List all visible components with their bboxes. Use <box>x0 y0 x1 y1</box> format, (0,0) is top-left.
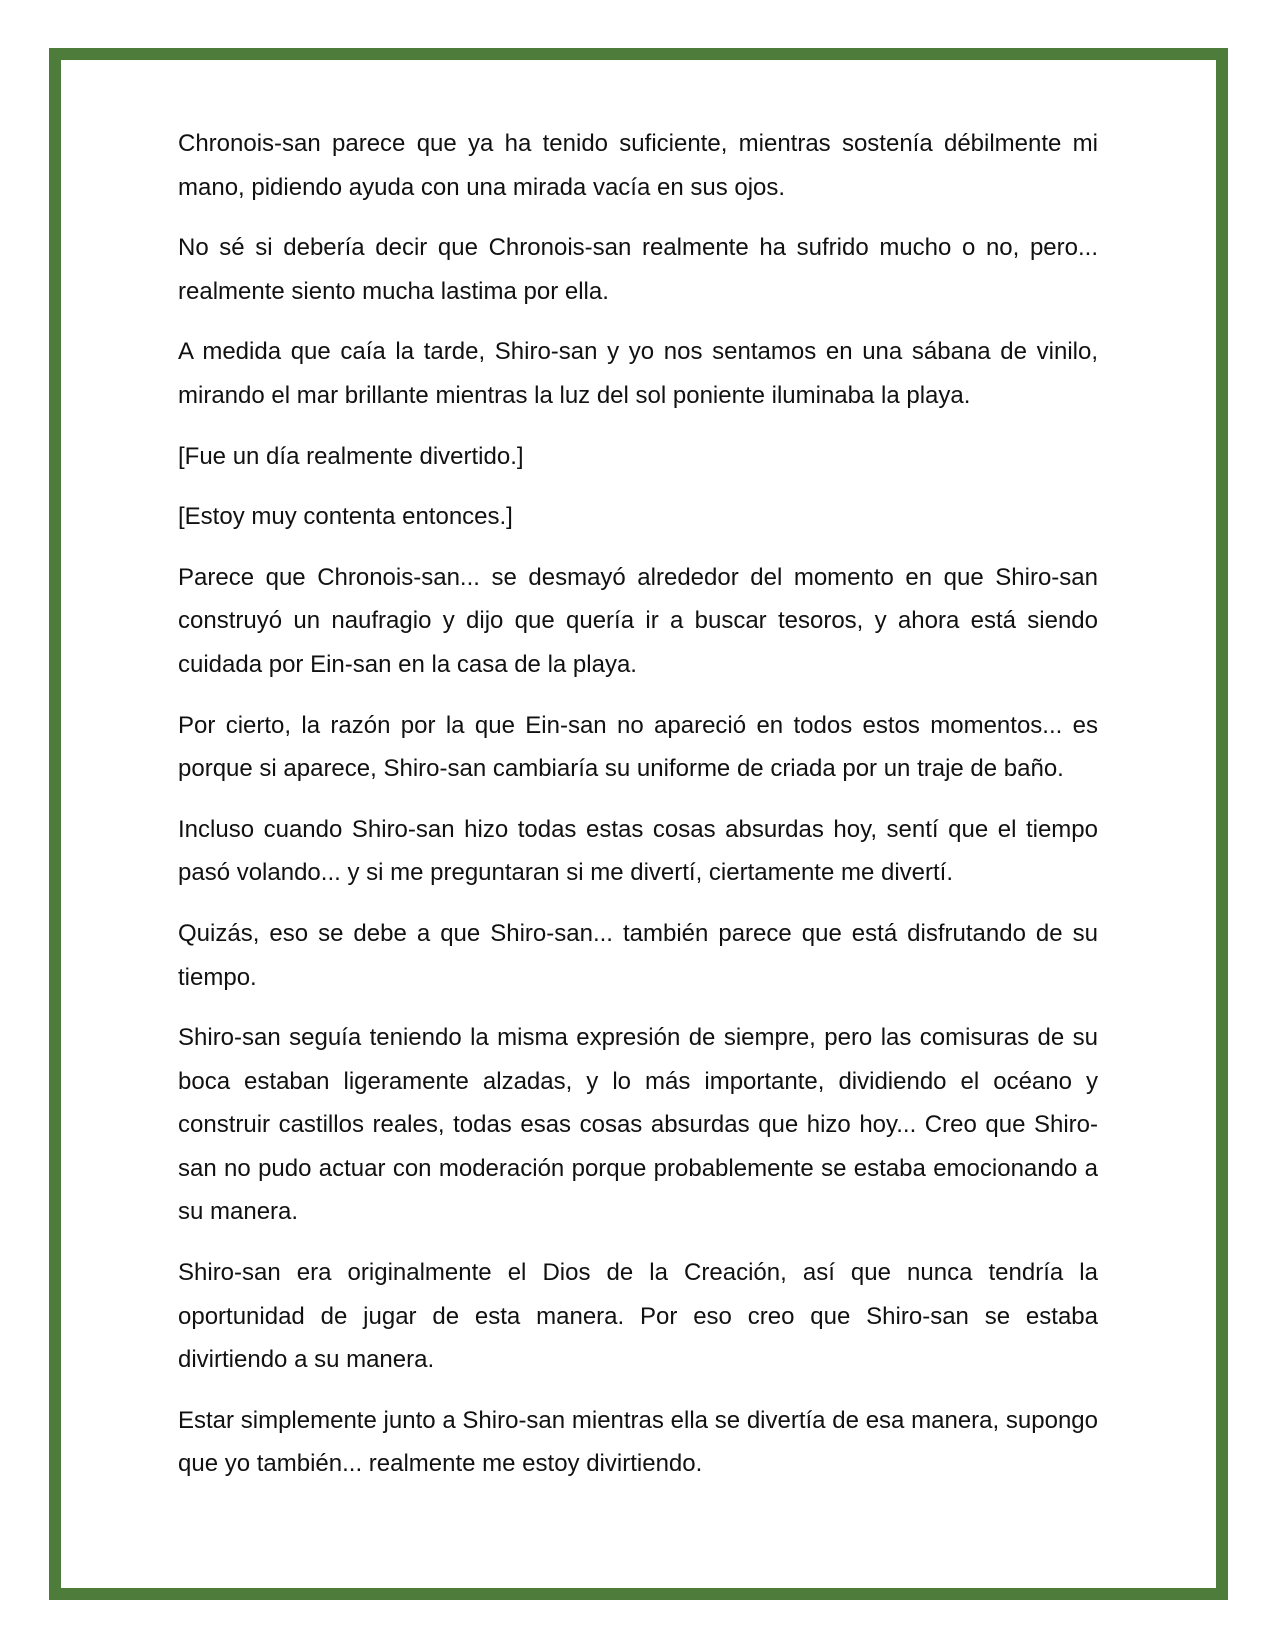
paragraph: Parece que Chronois-san... se desmayó alrededor del momento en que Shiro-san construyó un naufragio y dijo que quería ir a buscar tesoros, y ahora está siendo cuidada por Ein-san en la casa de la playa. <box>178 563 1098 678</box>
paragraph: No sé si debería decir que Chronois-san realmente ha sufrido mucho o no, pero... realmente siento mucha lastima por ella. <box>178 234 1098 305</box>
paragraph: Shiro-san era originalmente el Dios de la Creación, así que nunca tendría la oportunidad de jugar de esta manera. Por eso creo que Shiro-san se estaba divirtiendo a su manera. <box>178 1259 1098 1374</box>
paragraph: A medida que caía la tarde, Shiro-san y yo nos sentamos en una sábana de vinilo, mirando el mar brillante mientras la luz del sol poniente iluminaba la playa. <box>178 338 1098 409</box>
dialogue-line: [Fue un día realmente divertido.] <box>178 442 524 470</box>
paragraph: Estar simplemente junto a Shiro-san mientras ella se divertía de esa manera, supongo que yo también... realmente me estoy divirtiendo. <box>178 1406 1098 1478</box>
paragraph: Incluso cuando Shiro-san hizo todas estas cosas absurdas hoy, sentí que el tiempo pasó volando... y si me preguntaran si me divertí, ciertamente me divertí. <box>178 815 1098 887</box>
dialogue-line: [Estoy muy contenta entonces.] <box>178 503 513 531</box>
document-body <box>178 122 1098 1503</box>
paragraph: Por cierto, la razón por la que Ein-san no apareció en todos estos momentos... es porque si aparece, Shiro-san cambiaría su uniforme de criada por un traje de baño. <box>178 711 1098 783</box>
paragraph: Chronois-san parece que ya ha tenido suficiente, mientras sostenía débilmente mi mano, pidiendo ayuda con una mirada vacía en sus ojos. <box>178 130 1098 201</box>
paragraph: Quizás, eso se debe a que Shiro-san... también parece que está disfrutando de su tiempo. <box>178 919 1098 991</box>
paragraph: Shiro-san seguía teniendo la misma expresión de siempre, pero las comisuras de su boca estaban ligeramente alzadas, y lo más importante, dividiendo el océano y construir castillos reales, todas esas cosas absurdas que hizo hoy... Creo que Shiro-san no pudo actuar con moderación porque probablemente se estaba emocionando a su manera. <box>178 1024 1098 1226</box>
